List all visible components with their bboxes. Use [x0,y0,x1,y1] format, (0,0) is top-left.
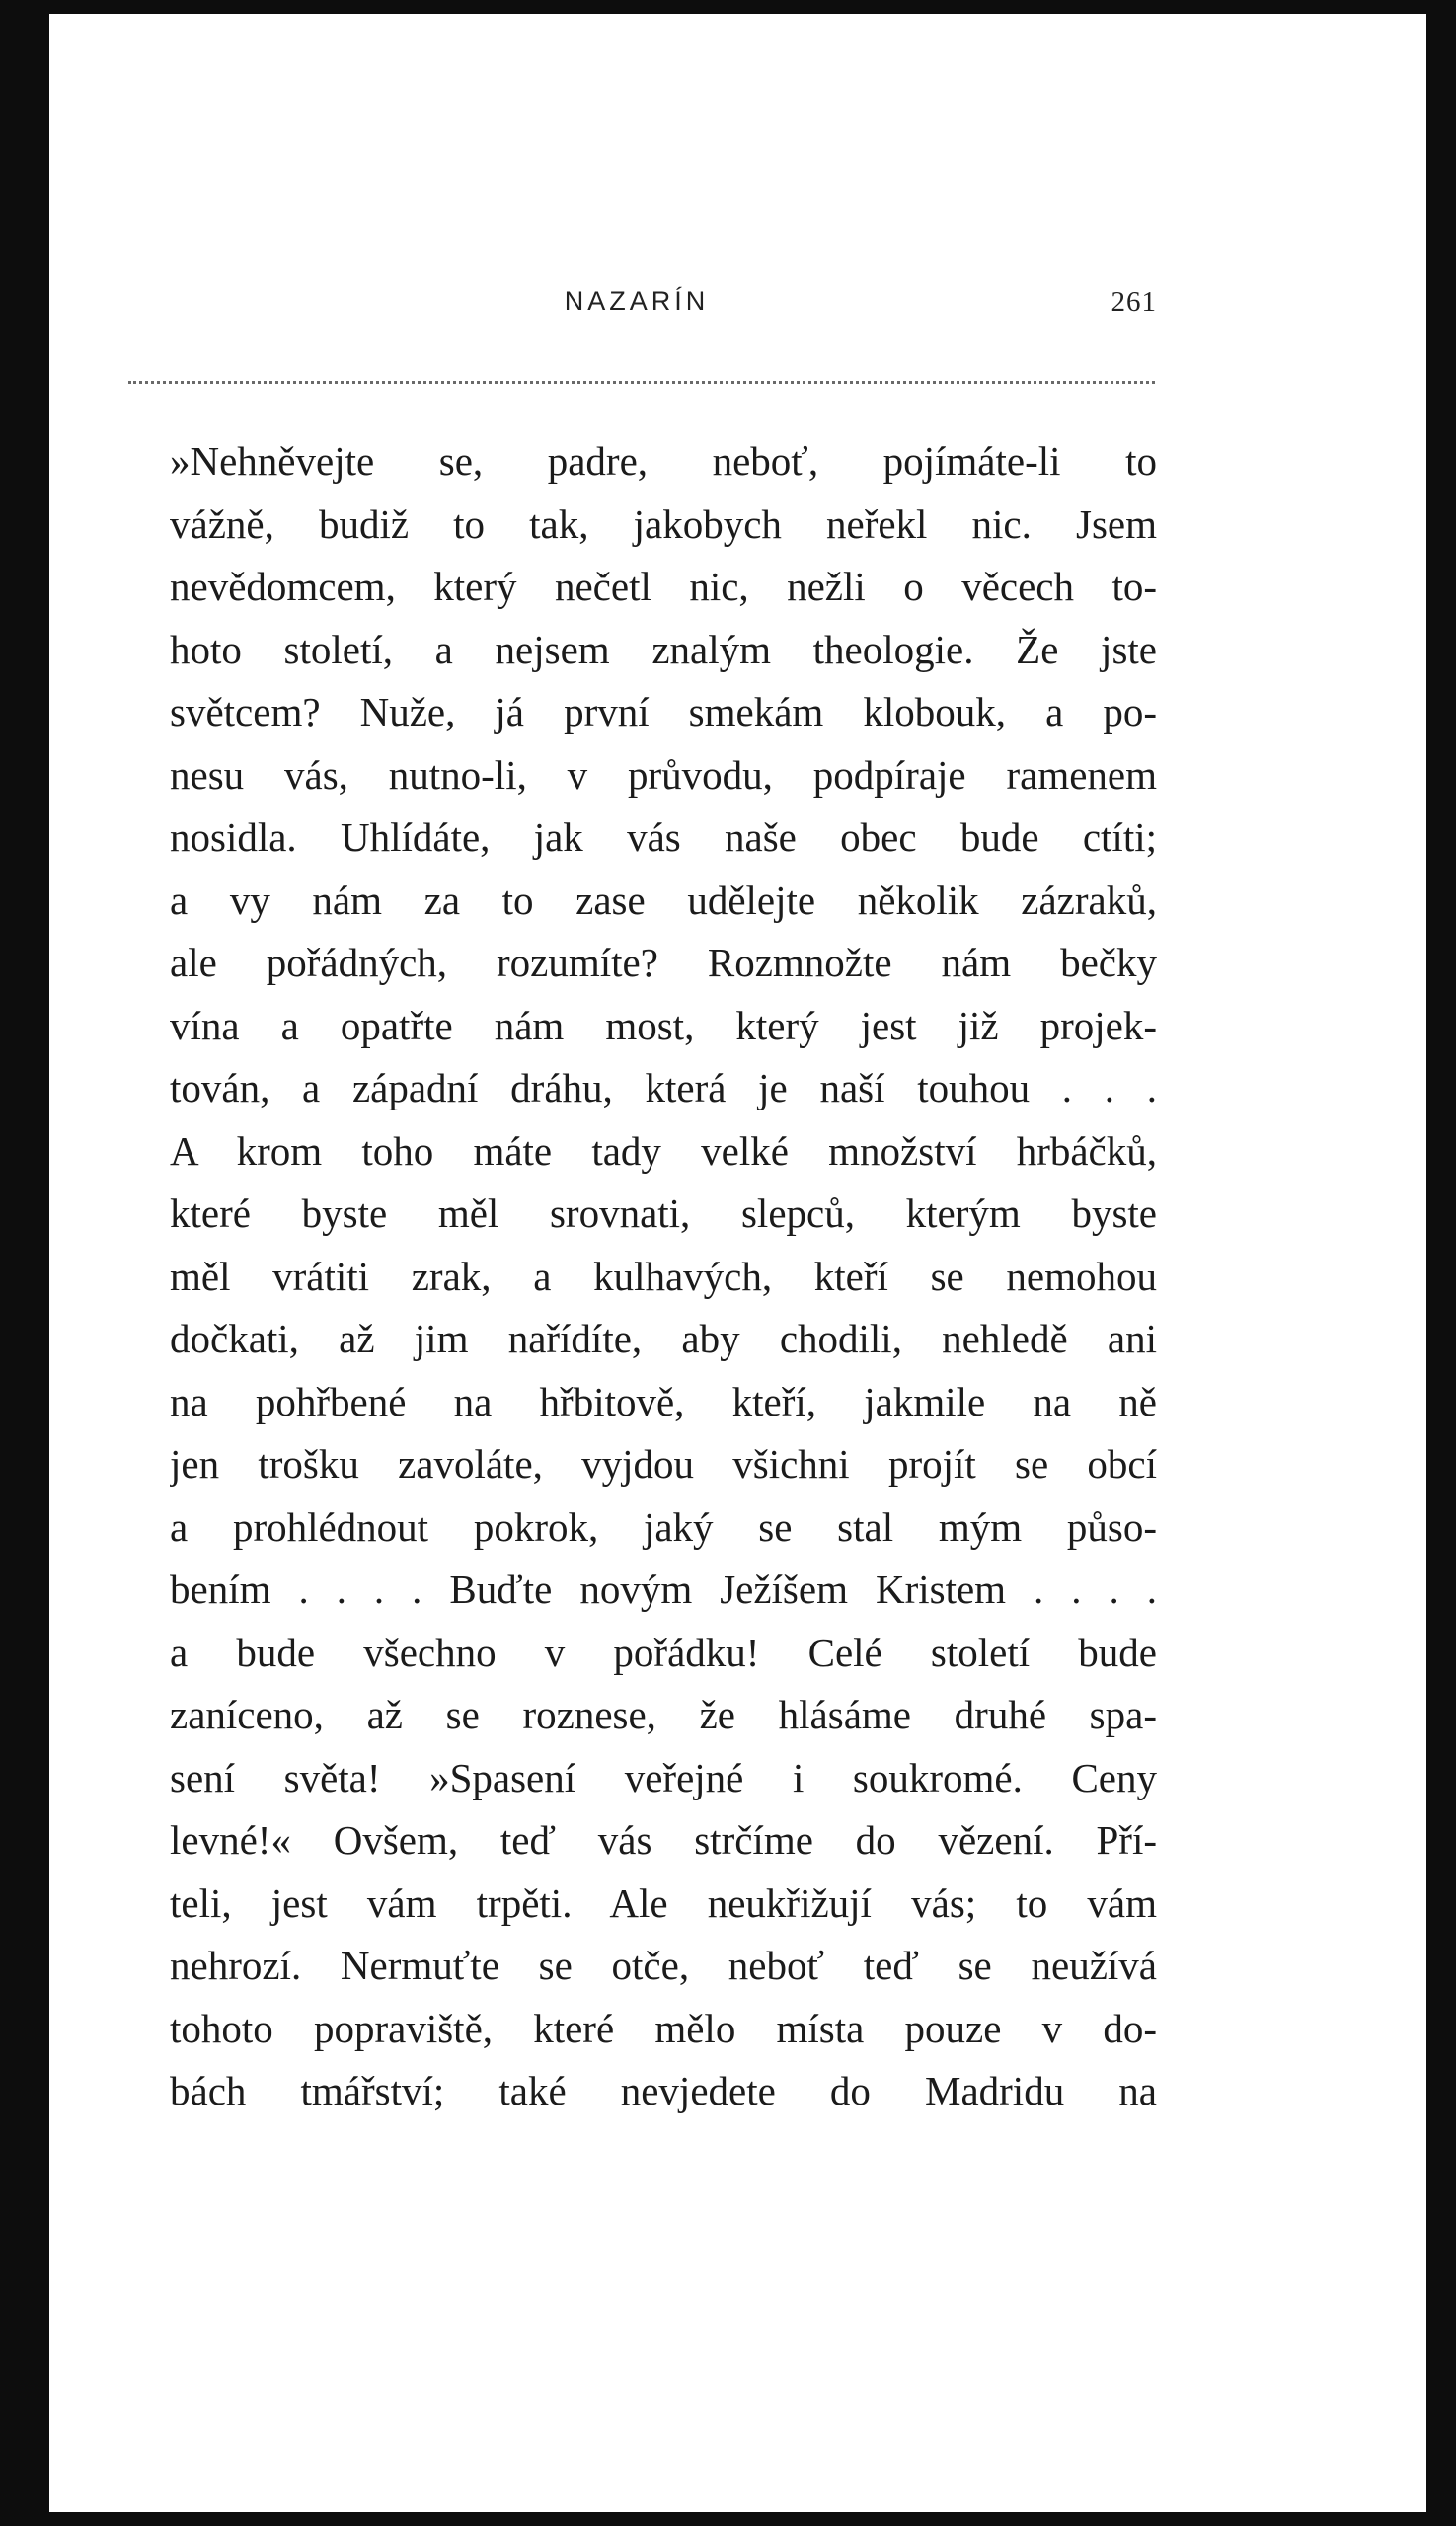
scan-right-border [1426,0,1456,2526]
text-line: tohoto popraviště, které mělo místa pouze v do- [170,2005,1157,2051]
text-line: hoto století, a nejsem znalým theologie. Že jste [170,626,1157,672]
text-line: bením . . . . Buďte novým Ježíšem Kristem . . . . [170,1567,1157,1612]
text-line: nevědomcem, který nečetl nic, nežli o věcech to- [170,564,1157,609]
text-line: vážně, budiž to tak, jakobych neřekl nic. Jsem [170,500,1157,547]
text-line: A krom toho máte tady velké množství hrbáčků, [170,1127,1157,1174]
text-line: vína a opatřte nám most, který jest již projek- [170,1002,1157,1048]
text-line: zaníceno, až se roznese, že hlásáme druhé spa- [170,1692,1157,1737]
running-header [116,278,1157,338]
text-line: »Nehněvejte se, padre, neboť, pojímáte-li to [170,438,1157,484]
text-line: nehrozí. Nermuťte se otče, neboť teď se neužívá [170,1943,1157,1988]
text-line: nosidla. Uhlídáte, jak vás naše obec bude ctíti; [170,814,1157,860]
text-line: tován, a západní dráhu, která je naší touhou . . . [170,1065,1157,1110]
text-line: na pohřbené na hřbitově, kteří, jakmile na ně [170,1378,1157,1424]
text-line: světcem? Nuže, já první smekám klobouk, a po- [170,689,1157,734]
running-title: NAZARÍN [564,286,710,316]
text-line: které byste měl srovnati, slepců, kterým byste [170,1190,1157,1236]
text-line: levné!« Ovšem, teď vás strčíme do vězení. Pří- [170,1817,1157,1863]
text-line: a prohlédnout pokrok, jaký se stal mým půso- [170,1503,1157,1550]
header-dotted-rule [128,381,1155,384]
body-text [170,430,1157,2123]
text-line: ale pořádných, rozumíte? Rozmnožte nám bečky [170,940,1157,985]
text-line: jen trošku zavoláte, vyjdou všichni projít se obcí [170,1441,1157,1487]
page-number: 261 [1111,286,1157,318]
text-line: sení světa! »Spasení veřejné i soukromé. Ceny [170,1754,1157,1800]
text-line: nesu vás, nutno-li, v průvodu, podpíraje ramenem [170,751,1157,798]
scan-bottom-border [0,2512,1456,2526]
text-line: dočkati, až jim nařídíte, aby chodili, nehledě ani [170,1316,1157,1361]
text-line: a vy nám za to zase udělejte několik zázraků, [170,877,1157,923]
text-line: a bude všechno v pořádku! Celé století bude [170,1629,1157,1675]
text-line: bách tmářství; také nevjedete do Madridu na [170,2068,1157,2113]
text-line: měl vrátiti zrak, a kulhavých, kteří se nemohou [170,1253,1157,1299]
scan-left-border [0,0,49,2526]
scan-top-border [0,0,1456,14]
text-line: teli, jest vám trpěti. Ale neukřižují vás; to vám [170,1879,1157,1926]
